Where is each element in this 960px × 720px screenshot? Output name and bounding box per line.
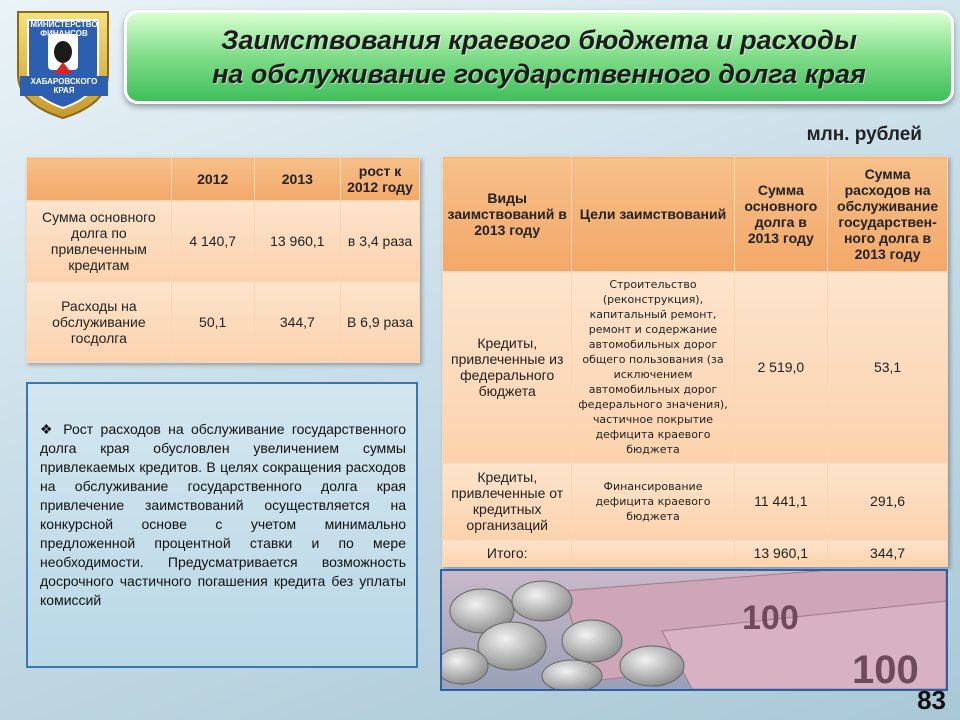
purpose-cell: Финансирование дефицита краевого бюджета — [572, 463, 734, 540]
header-cell: Цели заимствований — [572, 157, 734, 272]
table-cell: в 3,4 раза — [341, 201, 420, 282]
header-cell: Виды заимствований в 2013 году — [443, 157, 572, 272]
money-coins-banknotes-image — [442, 571, 946, 689]
table-cell: 291,6 — [828, 463, 948, 540]
logo-line3: ХАБАРОВСКОГО — [30, 77, 98, 86]
purpose-cell: Строительство (реконструкция), капитальный ремонт, ремонт и содержание автомобильных дорог общего пользования (за исключением автомобильных дорог федерального значения), частичное покрытие дефицита краевого бюджета — [572, 272, 734, 463]
row-label: Кредиты, привлеченные от кредитных организаций — [443, 463, 572, 540]
table-cell: 53,1 — [828, 272, 948, 463]
header-cell: 2012 — [171, 158, 254, 201]
table-cell: В 6,9 раза — [341, 282, 420, 363]
row-label: Кредиты, привлеченные из федерального бюджета — [443, 272, 572, 463]
unit-label: млн. рублей — [806, 124, 922, 145]
table-row — [27, 201, 420, 282]
table-cell: 4 140,7 — [171, 201, 254, 282]
total-label: Итого: — [443, 540, 572, 567]
ministry-logo — [8, 4, 118, 122]
header-cell: 2013 — [254, 158, 340, 201]
logo-line4: КРАЯ — [53, 86, 75, 95]
header-cell: рост к 2012 году — [341, 158, 420, 201]
title-line1: Заимствования краевого бюджета и расходы — [221, 25, 857, 55]
table-cell: 2 519,0 — [734, 272, 828, 463]
logo-line2: ФИНАНСОВ — [40, 29, 88, 38]
header-cell — [27, 158, 172, 201]
table-row — [27, 282, 420, 363]
table-header-row — [27, 158, 420, 201]
table-header-row — [443, 157, 948, 272]
table-cell: 50,1 — [171, 282, 254, 363]
total-debt: 13 960,1 — [734, 540, 828, 567]
header-cell: Сумма основного долга в 2013 году — [734, 157, 828, 272]
page-number: 83 — [917, 685, 946, 715]
table-row — [443, 463, 948, 540]
borrowings-table — [442, 156, 948, 567]
banknote-value: 100 — [852, 648, 919, 689]
banknote-value: 100 — [742, 599, 799, 637]
table-total-row — [443, 540, 948, 567]
row-label: Расходы на обслуживание госдолга — [27, 282, 172, 363]
bullet-icon: ❖ — [40, 421, 56, 437]
title-line2: на обслуживание государственного долга края — [212, 59, 866, 89]
note-text: Рост расходов на обслуживание государственного долга края обусловлен увеличением суммы привлекаемых кредитов. В целях сокращения расходов на обслуживание государственного долга края привлечение заимствований осуществляется на конкурсной основе с учетом минимально предложенной процентной ставки и по мере необходимости. Предусматривается возможность досрочного частичного погашения кредита без уплаты комиссий — [40, 421, 406, 608]
money-photo — [440, 569, 948, 691]
total-service: 344,7 — [828, 540, 948, 567]
table-cell: 11 441,1 — [734, 463, 828, 540]
table-cell: 13 960,1 — [254, 201, 340, 282]
table-row — [443, 272, 948, 463]
table-cell: 344,7 — [254, 282, 340, 363]
explanation-note — [26, 382, 418, 668]
header-cell: Сумма расходов на обслуживание государствен-ного долга в 2013 году — [828, 157, 948, 272]
row-label: Сумма основного долга по привлеченным кредитам — [27, 201, 172, 282]
logo-line1: МИНИСТЕРСТВО — [30, 20, 98, 29]
table-cell — [572, 540, 734, 567]
slide-title — [124, 10, 954, 104]
debt-growth-table — [26, 157, 420, 363]
